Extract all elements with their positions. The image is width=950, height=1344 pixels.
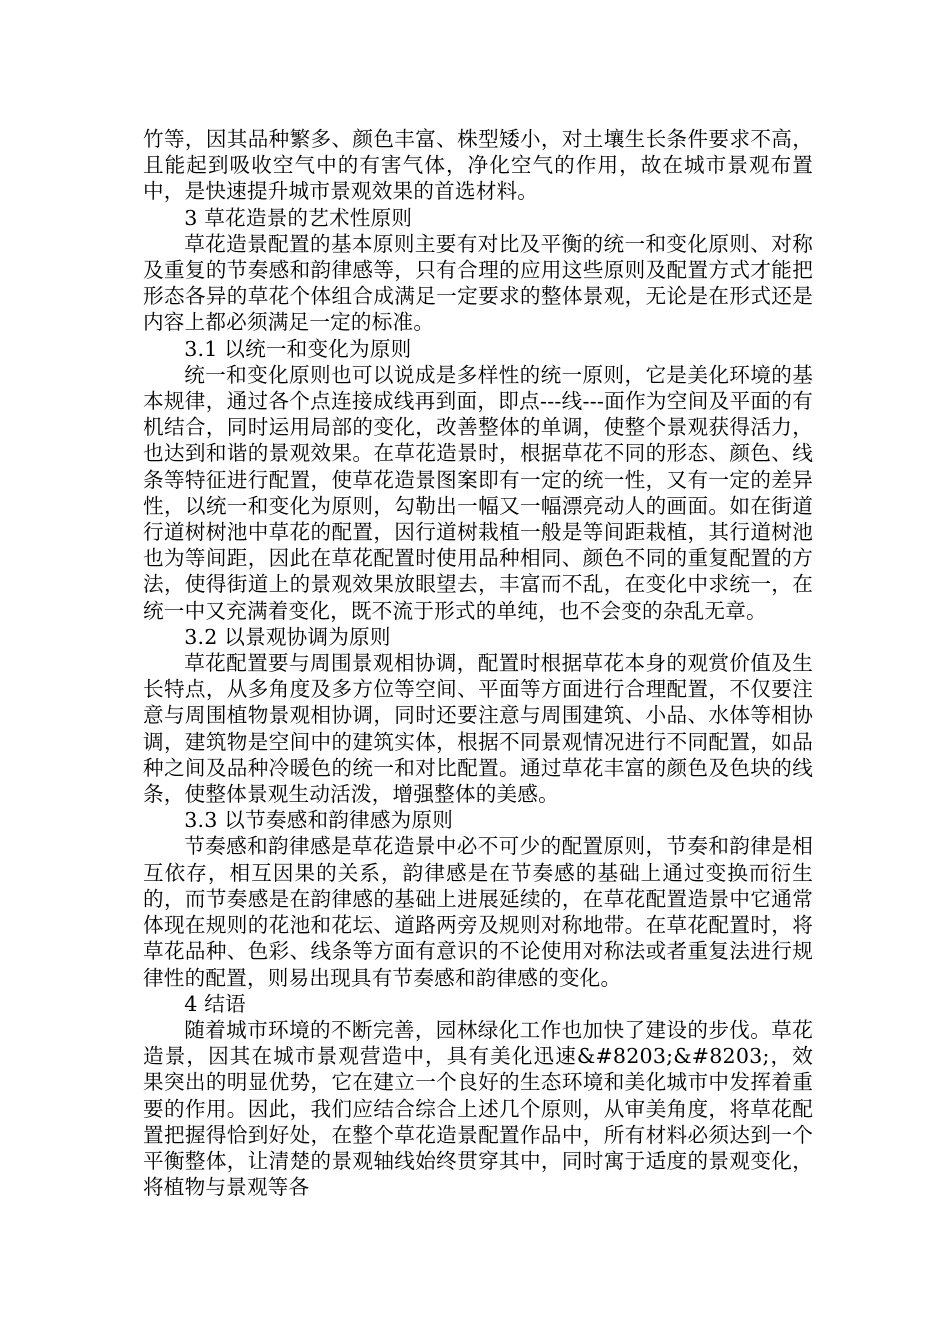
section-heading-3-1: 3.1 以统一和变化为原则 (184, 336, 412, 361)
paragraph-unity-variation: 统一和变化原则也可以说成是多样性的统一原则，它是美化环境的基本规律，通过各个点连接成线再到面，即点---线---面作为空间及平面的有机结合，同时运用局部的变化，改善整体的单调，使整个景观获得活力，也达到和谐的景观效果。在草花造景时，根据草花不同的形态、颜色、线条等特征进行配置，使草花造景图案即有一定的统一性，又有一定的差异性，以统一和变化为原则，勾勒出一幅又一幅漂亮动人的画面。如在街道行道树树池中草花的配置，因行道树栽植一般是等间距栽植，其行道树池也为等间距，因此在草花配置时使用品种相同、颜色不同的重复配置的方法，使得街道上的景观效果放眼望去，丰富而不乱，在变化中求统一，在统一中又充满着变化，既不流于形式的单纯，也不会变的杂乱无章。 (143, 362, 813, 623)
paragraph-principles-intro: 草花造景配置的基本原则主要有对比及平衡的统一和变化原则、对称及重复的节奏感和韵律感等，只有合理的应用这些原则及配置方式才能把形态各异的草花个体组合成满足一定要求的整体景观，无论是在形式还是内容上都必须满足一定的标准。 (143, 231, 813, 335)
section-heading-3: 3 草花造景的艺术性原则 (184, 205, 413, 230)
paragraph-continued: 竹等，因其品种繁多、颜色丰富、株型矮小，对土壤生长条件要求不高，且能起到吸收空气中的有害气体，净化空气的作用，故在城市景观布置中，是快速提升城市景观效果的首选材料。 (143, 127, 813, 204)
article-body (143, 126, 813, 1200)
paragraph-landscape-harmony: 草花配置要与周围景观相协调，配置时根据草花本身的观赏价值及生长特点，从多角度及多方位等空间、平面等方面进行合理配置，不仅要注意与周围植物景观相协调，同时还要注意与周围建筑、小品、水体等相协调，建筑物是空间中的建筑实体，根据不同景观情况进行不同配置，如品种之间及品种冷暖色的统一和对比配置。通过草花丰富的颜色及色块的线条，使整体景观生动活泼，增强整体的美感。 (143, 651, 813, 807)
section-heading-4: 4 结语 (184, 991, 246, 1016)
paragraph-conclusion: 随着城市环境的不断完善，园林绿化工作也加快了建设的步伐。草花造景，因其在城市景观营造中，具有美化迅速&#8203;&#8203;，效果突出的明显优势，它在建立一个良好的生态环境和美化城市中发挥着重要的作用。因此，我们应结合综合上述几个原则，从审美角度，将草花配置把握得恰到好处，在整个草花造景配置作品中，所有材料必须达到一个平衡整体，让清楚的景观轴线始终贯穿其中，同时寓于适度的景观变化，将植物与景观等各 (143, 1017, 813, 1200)
paragraph-rhythm: 节奏感和韵律感是草花造景中必不可少的配置原则，节奏和韵律是相互依存，相互因果的关系，韵律感是在节奏感的基础上通过变换而衍生的，而节奏感是在韵律感的基础上进展延续的，在草花配置造景中它通常体现在规则的花池和花坛、道路两旁及规则对称地带。在草花配置时，将草花品种、色彩、线条等方面有意识的不论使用对称法或者重复法进行规律性的配置，则易出现具有节奏感和韵律感的变化。 (143, 834, 813, 990)
section-heading-3-2: 3.2 以景观协调为原则 (184, 624, 391, 649)
section-heading-3-3: 3.3 以节奏感和韵律感为原则 (184, 808, 454, 833)
